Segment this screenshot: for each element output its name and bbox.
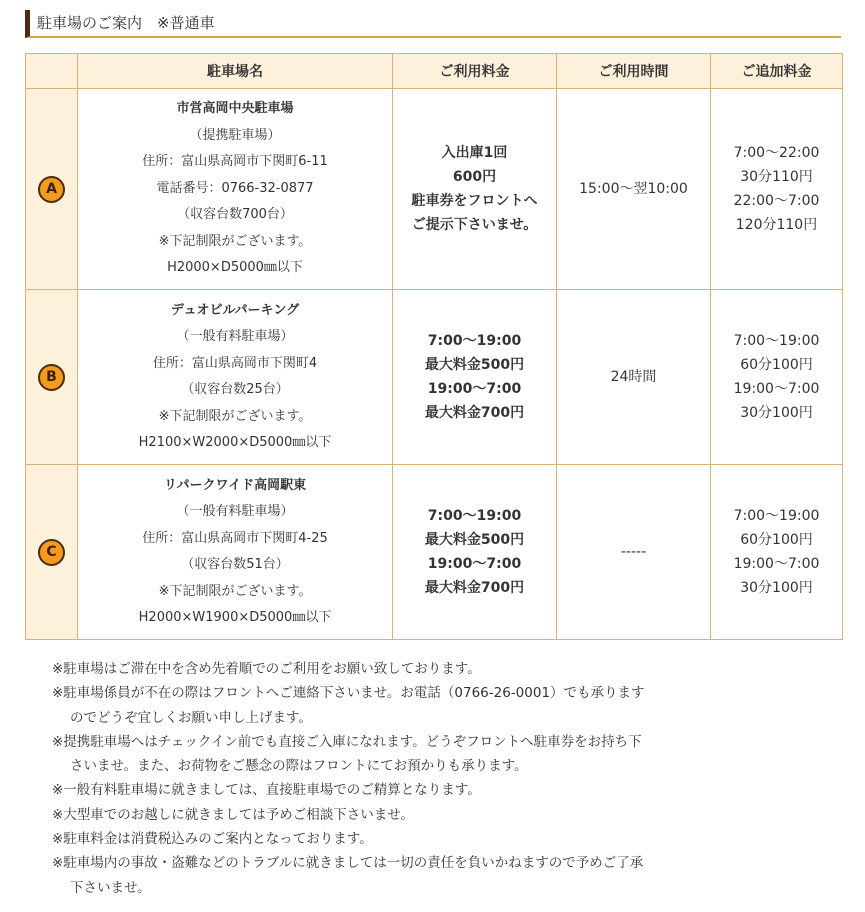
extra-line: 19:00～7:00 <box>733 556 820 572</box>
parking-limit-note: ※下記制限がございます。 <box>158 233 312 249</box>
hours-cell <box>557 465 711 640</box>
extra-line: 30分100円 <box>740 580 813 596</box>
fee-line: 19:00～7:00 <box>427 381 522 397</box>
parking-limit: H2000×W1900×D5000㎜以下 <box>138 610 332 625</box>
fee-line: ご提示下さいませ。 <box>411 217 538 233</box>
fee-line: 7:00～19:00 <box>427 333 522 349</box>
note-text: ※大型車でのお越しに就きましては予めご相談下さいませ。 <box>52 806 414 823</box>
note-continuation: のでどうぞ宜しくお願い申し上げます。 <box>70 709 312 726</box>
note-text: ※一般有料駐車場に就きましては、直接駐車場でのご精算となります。 <box>52 782 481 799</box>
parking-limit: H2000×D5000㎜以下 <box>167 260 303 276</box>
table-row <box>26 290 843 465</box>
section-title: 駐車場のご案内 ※普通車 <box>37 14 215 32</box>
fee-line: 最大料金700円 <box>424 580 525 596</box>
table-header-row <box>26 54 843 89</box>
parking-capacity: （収容台数51台） <box>181 557 289 572</box>
hours-value: 15:00～翌10:00 <box>579 181 688 197</box>
note-continuation: さいませ。また、お荷物をご懸念の際はフロントにてお預かりも承ります。 <box>70 758 528 775</box>
fee-line: 最大料金500円 <box>424 532 525 548</box>
hours-value: 24時間 <box>610 369 657 385</box>
marker-c-icon: C <box>38 539 65 566</box>
marker-b-icon: B <box>38 364 65 391</box>
parking-name: デュオビルパーキング <box>170 302 300 318</box>
header-parking-name: 駐車場名 <box>78 54 393 89</box>
note-continuation: 下さいませ。 <box>70 879 151 896</box>
parking-capacity: （収容台数700台） <box>177 207 293 223</box>
extra-line: 7:00～22:00 <box>733 145 820 161</box>
header-fee: ご利用料金 <box>393 54 557 89</box>
fee-line: 最大料金700円 <box>424 405 525 421</box>
parking-address: 住所：富山県高岡市下関町6-11 <box>142 154 328 170</box>
parking-name: 市営高岡中央駐車場 <box>176 101 294 117</box>
fee-line: 最大料金500円 <box>424 357 525 373</box>
note-item <box>52 778 792 802</box>
parking-capacity: （収容台数25台） <box>181 382 289 397</box>
notes-list <box>52 657 792 900</box>
extra-fee-cell <box>711 290 843 465</box>
extra-line: 120分110円 <box>735 217 818 233</box>
hours-cell <box>557 89 711 290</box>
extra-line: 19:00～7:00 <box>733 381 820 397</box>
parking-info-cell <box>78 89 393 290</box>
parking-info-cell <box>78 290 393 465</box>
extra-line: 7:00～19:00 <box>733 508 820 524</box>
hours-cell <box>557 290 711 465</box>
section-header <box>25 10 841 38</box>
note-item <box>52 730 792 779</box>
marker-a-icon: A <box>38 176 65 203</box>
header-marker <box>26 54 78 89</box>
fee-cell <box>393 465 557 640</box>
marker-cell <box>26 89 78 290</box>
fee-cell <box>393 89 557 290</box>
parking-phone: 電話番号：0766-32-0877 <box>156 180 314 196</box>
header-hours: ご利用時間 <box>557 54 711 89</box>
parking-limit-note: ※下記制限がございます。 <box>158 408 312 424</box>
note-item <box>52 851 792 900</box>
parking-address: 住所：富山県高岡市下関町4-25 <box>142 530 328 546</box>
parking-type: （一般有料駐車場） <box>176 329 294 344</box>
marker-cell <box>26 290 78 465</box>
extra-line: 22:00～7:00 <box>733 193 820 209</box>
note-text: ※駐車料金は消費税込みのご案内となっております。 <box>52 831 373 848</box>
note-text: ※駐車場内の事故・盗難などのトラブルに就きましては一切の責任を負いかねますので予めご了承 <box>52 855 644 872</box>
fee-line: 7:00～19:00 <box>427 508 522 524</box>
fee-cell <box>393 290 557 465</box>
table-row <box>26 89 843 290</box>
parking-type: （一般有料駐車場） <box>176 504 294 519</box>
parking-limit-note: ※下記制限がございます。 <box>158 583 312 599</box>
extra-line: 30分100円 <box>740 405 813 421</box>
extra-fee-cell <box>711 89 843 290</box>
note-item <box>52 827 792 851</box>
note-text: ※駐車場係員が不在の際はフロントへご連絡下さいませ。お電話（0766-26-0001）でも承ります <box>52 685 645 702</box>
extra-fee-cell <box>711 465 843 640</box>
extra-line: 7:00～19:00 <box>733 333 820 349</box>
parking-type: （提携駐車場） <box>189 127 281 143</box>
note-item <box>52 657 792 681</box>
fee-line: 19:00～7:00 <box>427 556 522 572</box>
marker-cell <box>26 465 78 640</box>
hours-value: ----- <box>620 544 647 560</box>
parking-address: 住所：富山県高岡市下関町4 <box>152 355 318 371</box>
header-extra-fee: ご追加料金 <box>711 54 843 89</box>
extra-line: 30分110円 <box>740 169 813 185</box>
note-item <box>52 681 792 730</box>
extra-line: 60分100円 <box>740 532 813 548</box>
extra-line: 60分100円 <box>740 357 813 373</box>
note-text: ※駐車場はご滞在中を含め先着順でのご利用をお願い致しております。 <box>52 661 481 677</box>
note-text: ※提携駐車場へはチェックイン前でも直接ご入庫になれます。どうぞフロントへ駐車券をお持ち下 <box>52 733 642 750</box>
fee-line: 入出庫1回 <box>441 145 508 161</box>
parking-table <box>25 53 843 640</box>
table-row <box>26 465 843 640</box>
fee-line: 駐車券をフロントへ <box>411 193 538 209</box>
fee-line: 600円 <box>452 169 497 185</box>
note-item <box>52 803 792 827</box>
parking-name: リパークワイド高岡駅東 <box>163 477 307 493</box>
parking-limit: H2100×W2000×D5000㎜以下 <box>138 435 332 450</box>
parking-info-cell <box>78 465 393 640</box>
